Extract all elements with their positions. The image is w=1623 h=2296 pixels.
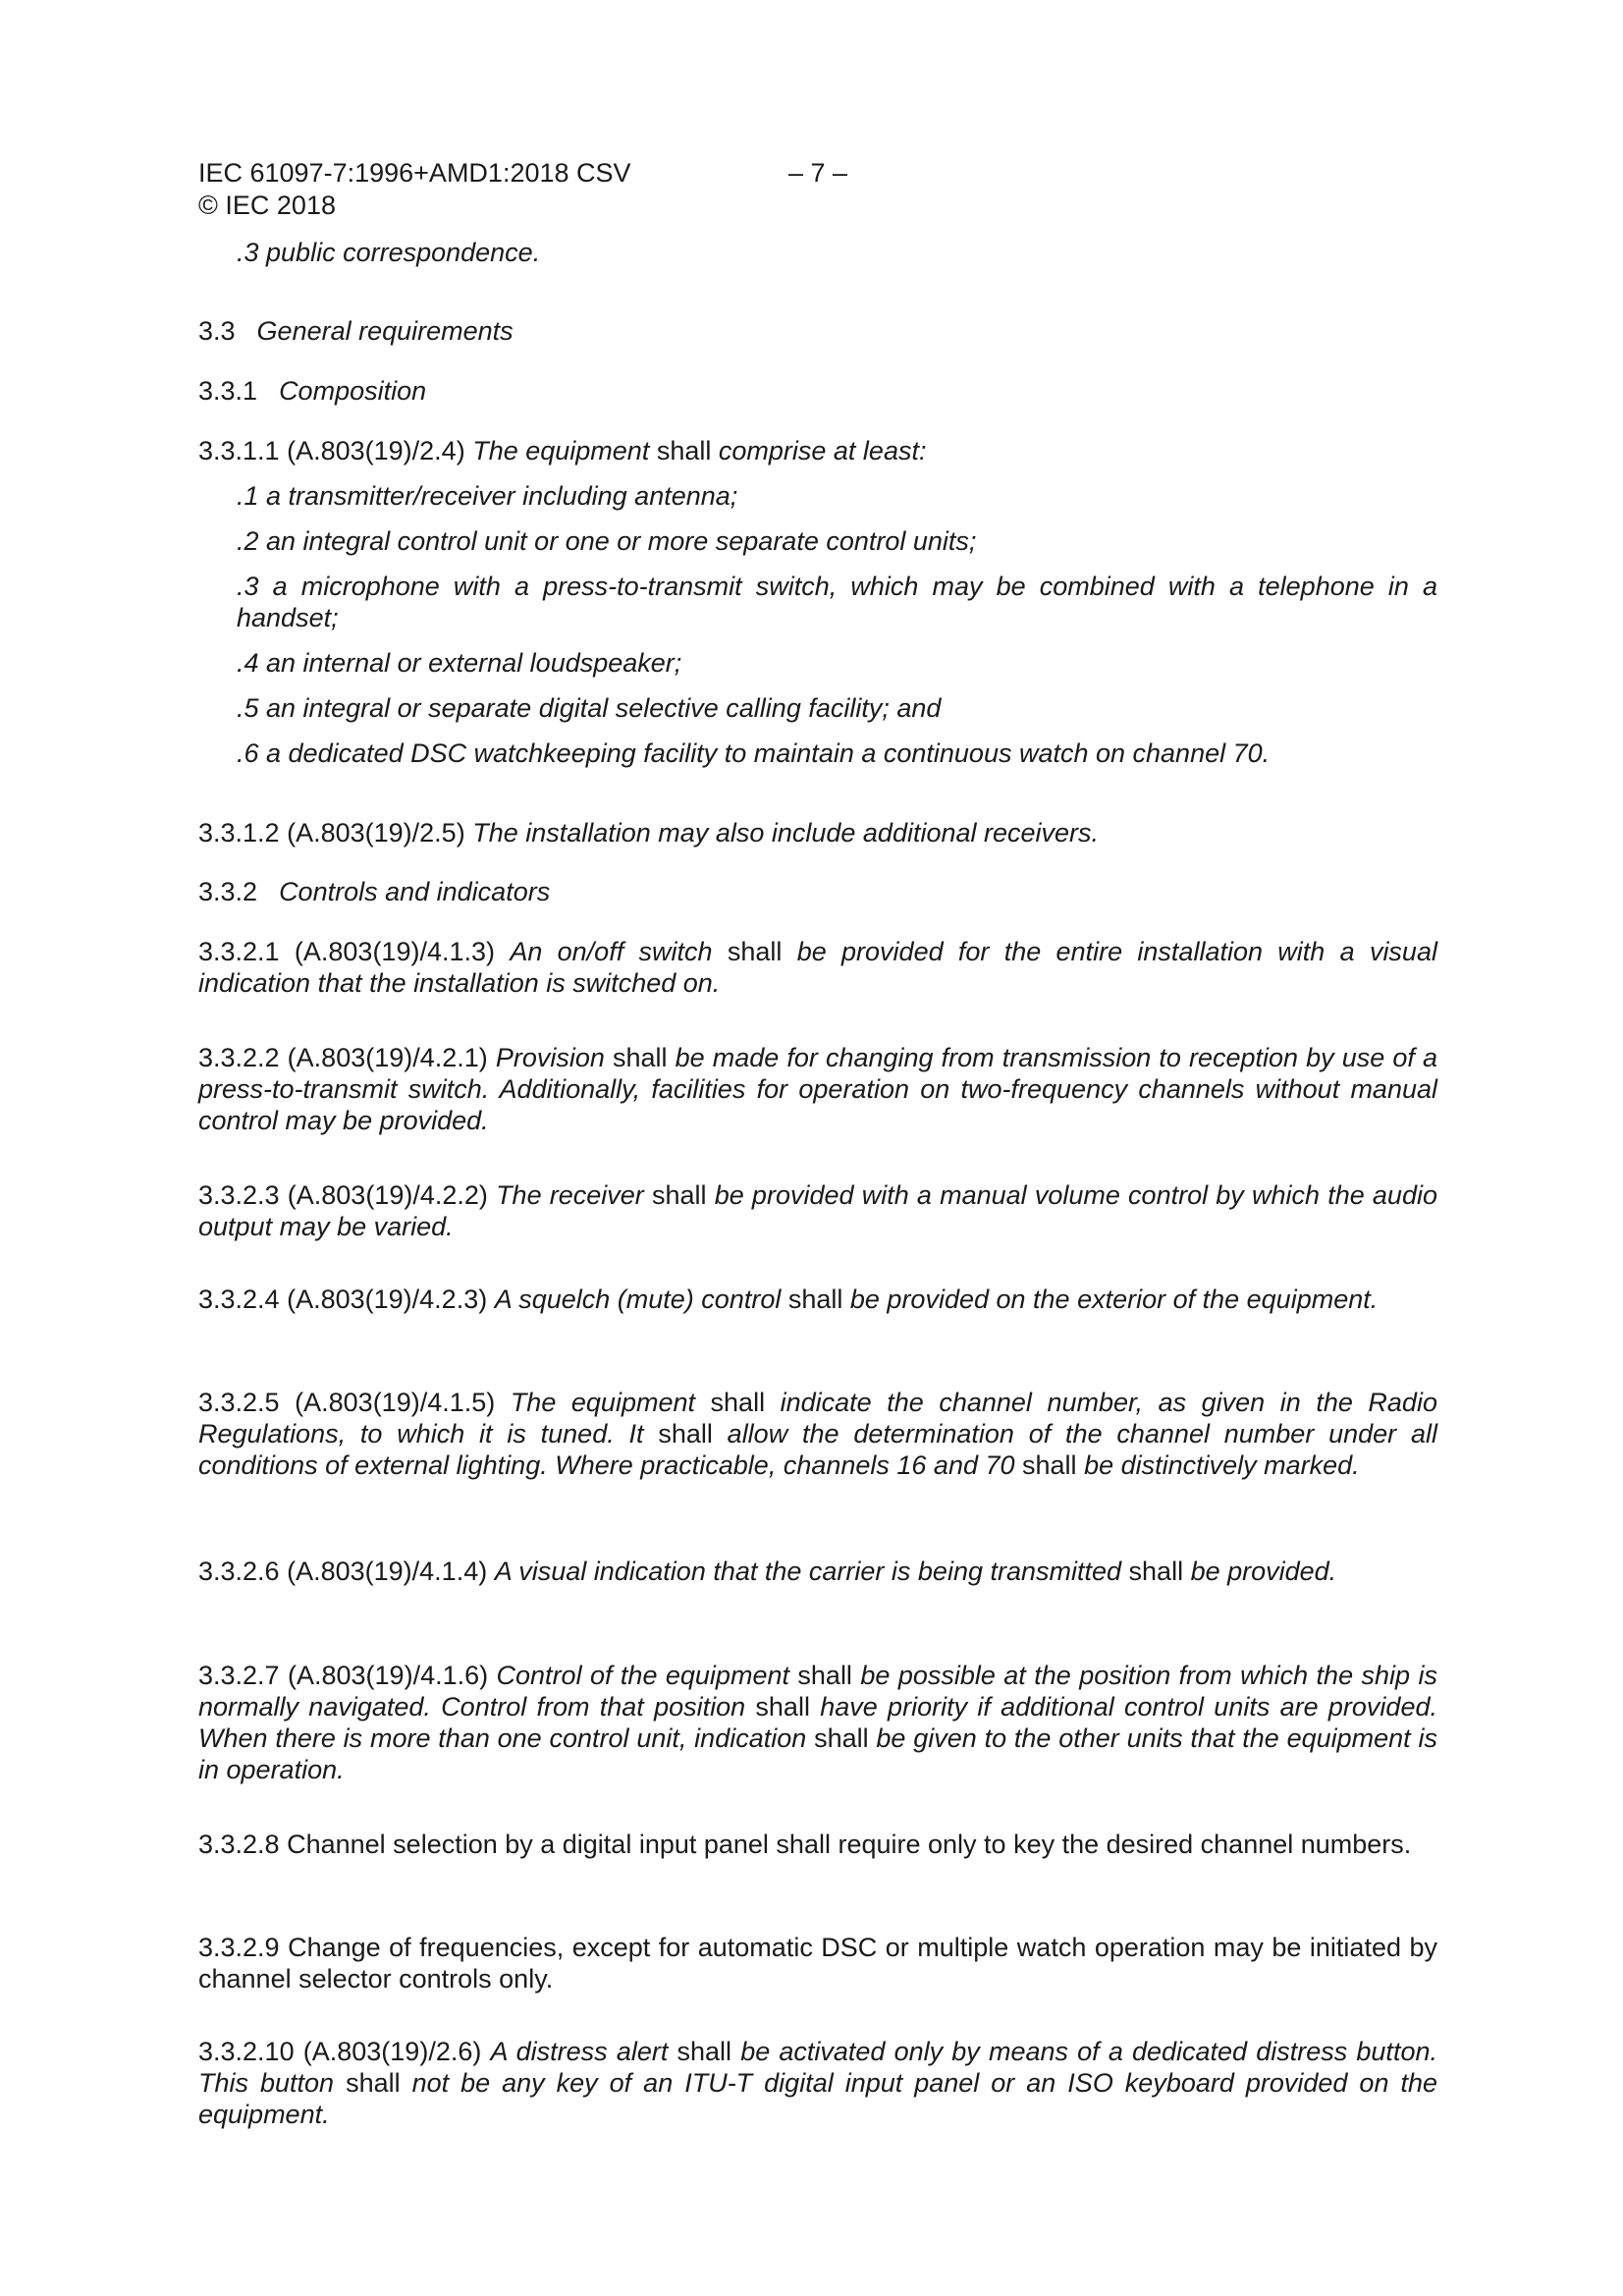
clause-text: be made for changing from transmission to reception by use of a press-to-transmit switch. Additionally, facilities for operation on two-frequency channels without manual control may be provided. [198,1043,1437,1135]
clause-number: 3.3.1.1 [198,436,280,465]
clause-3-3-2-5 [198,1387,1437,1481]
clause-shall: shall [806,1723,877,1753]
clause-reference: (A.803(19)/4.2.1) [287,1043,488,1072]
clause-text: The equipment [472,436,650,465]
clause-text: The equipment [510,1388,695,1417]
clause-shall: shall [668,2037,741,2066]
section-title: Controls and indicators [279,877,551,906]
clause-text: be distinctively marked. [1084,1450,1360,1480]
section-title: General requirements [256,316,514,346]
clause-text: be activated only by means of a dedicated distress button. This button [198,2037,1437,2098]
clause-3-3-1-2 [198,817,1437,848]
clause-shall: shall [604,1043,676,1072]
clause-shall: shall [745,1692,821,1722]
clause-number: 3.3.2.8 [198,1830,280,1859]
clause-reference: (A.803(19)/4.2.3) [287,1285,488,1314]
clause-text: comprise at least: [718,436,927,465]
composition-item: .3 a microphone with a press-to-transmit switch, which may be combined with a telephone in a handset; [237,572,1437,632]
clause-text: Control of the equipment [496,1661,789,1690]
clause-text: The receiver [496,1180,644,1210]
clause-shall: shall [1014,1450,1085,1480]
clause-number: 3.3.2.9 [198,1933,280,1962]
clause-reference: (A.803(19)/4.2.2) [287,1180,488,1210]
clause-number: 3.3.2.4 [198,1285,280,1314]
clause-number: 3.3.2.6 [198,1557,280,1586]
clause-text: be provided for the entire installation with a visual indication that the installation is switched on. [198,937,1437,998]
clause-text: be provided on the exterior of the equipment. [849,1285,1379,1314]
section-number: 3.3.2 [198,877,258,906]
section-number: 3.3.1 [198,376,258,406]
clause-reference: (A.803(19)/4.1.5) [295,1388,496,1417]
copyright-notice: © IEC 2018 [198,191,336,220]
clause-reference: (A.803(19)/2.4) [287,436,465,465]
clause-text: be provided with a manual volume control by which the audio output may be varied. [198,1180,1437,1241]
clause-text: An on/off switch [510,937,713,966]
composition-item: .6 a dedicated DSC watchkeeping facility to maintain a continuous watch on channel 70. [237,738,1271,768]
clause-text: be possible at the position from which the ship is normally navigated. Control from that position [198,1661,1437,1722]
section-heading-3-3-2 [198,876,1437,907]
section-heading-3-3-1 [198,375,1437,407]
clause-shall: shall [643,1180,715,1210]
document-id: IEC 61097-7:1996+AMD1:2018 CSV [198,158,631,188]
composition-item: .2 an integral control unit or one or more separate control units; [237,526,977,556]
clause-reference: (A.803(19)/2.5) [287,818,465,847]
composition-item: .4 an internal or external loudspeaker; [237,648,682,678]
clause-reference: (A.803(19)/2.6) [302,2037,482,2066]
clause-shall: shall [712,937,797,966]
clause-text: be given to the other units that the equipment is in operation. [198,1723,1437,1784]
section-heading-3-3 [198,315,1437,347]
clause-text: indicate the channel number, as given in the Radio Regulations, to which it is tuned. It [198,1388,1437,1449]
clause-text: have priority if additional control units are provided. When there is more than one control unit, indication [198,1692,1437,1753]
clause-3-3-1-1 [198,435,1437,466]
clause-text: be provided. [1190,1557,1337,1586]
section-number: 3.3 [198,316,236,346]
intro-list-item: .3 public correspondence. [237,238,541,267]
clause-3-3-2-3 [198,1179,1437,1242]
clause-text: Provision [495,1043,605,1072]
clause-text: allow the determination of the channel number under all conditions of external lighting. Where practicable, channels 16 and 70 [198,1419,1437,1480]
clause-shall: shall [788,1661,861,1690]
clause-3-3-2-2 [198,1042,1437,1136]
clause-3-3-2-10 [198,2036,1437,2130]
composition-item: .5 an integral or separate digital selective calling facility; and [237,693,942,723]
clause-text: A distress alert [490,2037,669,2066]
clause-number: 3.3.2.5 [198,1388,280,1417]
clause-text: not be any key of an ITU-T digital input panel or an ISO keyboard provided on the equipment. [198,2068,1437,2129]
clause-shall: shall [1121,1557,1191,1586]
clause-shall: shall [781,1285,850,1314]
clause-number: 3.3.2.1 [198,937,280,966]
clause-shall: shall [694,1388,781,1417]
clause-number: 3.3.2.10 [198,2037,295,2066]
clause-number: 3.3.2.2 [198,1043,280,1072]
page-number: – 7 – [788,158,848,188]
clause-shall: shall [649,436,719,465]
clause-3-3-2-1 [198,936,1437,999]
clause-shall: shall [643,1419,728,1449]
section-title: Composition [279,376,427,406]
clause-number: 3.3.2.3 [198,1180,280,1210]
clause-3-3-2-6 [198,1556,1437,1587]
clause-3-3-2-8 [198,1829,1437,1860]
clause-reference: (A.803(19)/4.1.3) [294,937,495,966]
clause-text: The installation may also include additional receivers. [472,818,1100,847]
clause-text: Change of frequencies, except for automatic DSC or multiple watch operation may be initiated by channel selector controls only. [198,1933,1437,1994]
clause-shall: shall [334,2068,412,2098]
clause-text: Channel selection by a digital input panel shall require only to key the desired channel numbers. [287,1830,1412,1859]
clause-reference: (A.803(19)/4.1.6) [288,1661,489,1690]
clause-3-3-2-7 [198,1660,1437,1785]
clause-3-3-2-4 [198,1284,1437,1315]
composition-item: .1 a transmitter/receiver including antenna; [237,481,738,511]
clause-text: A visual indication that the carrier is being transmitted [494,1557,1122,1586]
clause-number: 3.3.2.7 [198,1661,280,1690]
clause-reference: (A.803(19)/4.1.4) [287,1557,488,1586]
clause-3-3-2-9 [198,1932,1437,1995]
clause-text: A squelch (mute) control [494,1285,782,1314]
clause-number: 3.3.1.2 [198,818,280,847]
